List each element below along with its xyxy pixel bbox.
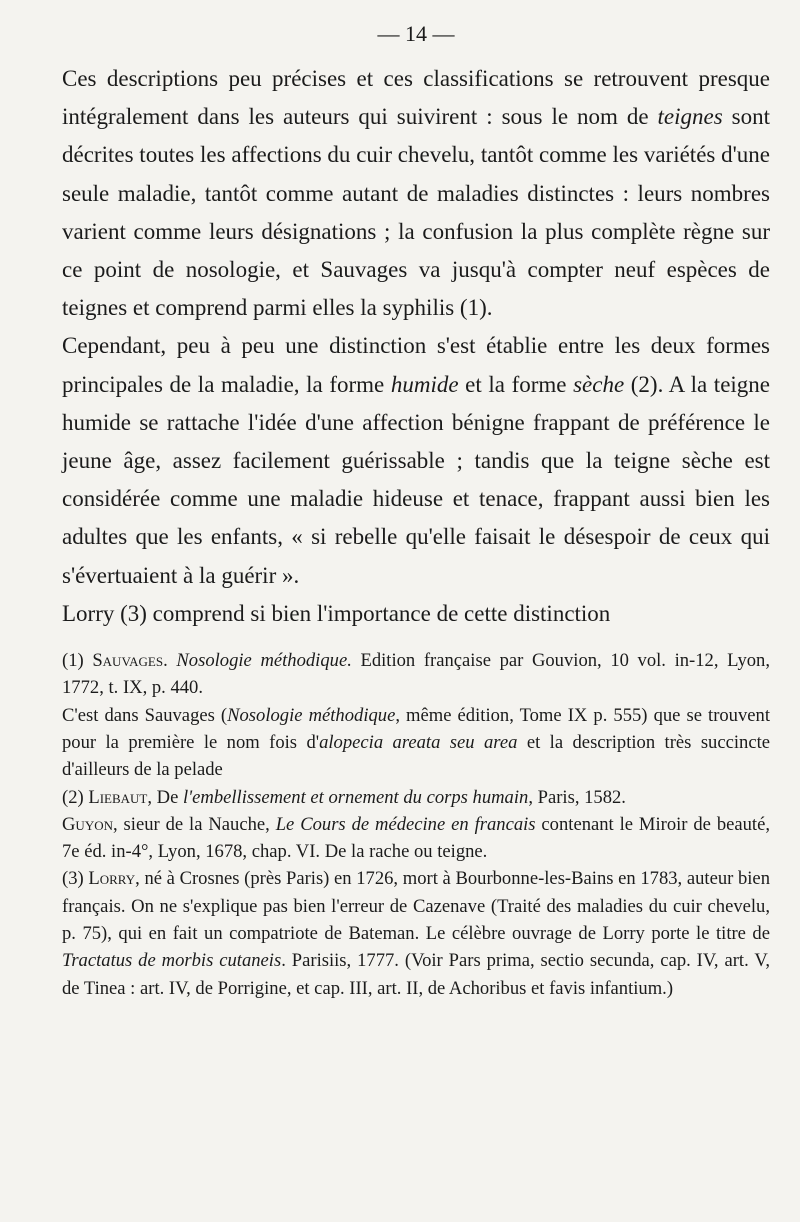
page-number: — 14 — [377,21,455,46]
emphasis-humide: humide [390,371,459,397]
paragraph-1: Ces descriptions peu précises et ces classifications se retrouvent presque intégralement dans les auteurs qui suivirent : sous le nom de teignes sont décrites toutes les affections du cuir chevelu, tantôt comme les variétés d'une seule maladie, tantôt comme autant de maladies distinctes : leurs nombres varient comme leurs désignations ; la confusion la plus complète règne sur ce point de nosologie, et Sauvages va jusqu'à compter neuf espèces de teignes et comprend parmi elles la syphilis (1). [62,66,771,321]
paragraph-3: Lorry (3) comprend si bien l'importance de cette distinction [62,600,611,626]
document-page [62,18,770,1002]
footnote-2-continued: Guyon, sieur de la Nauche, Le Cours de médecine en francais contenant le Miroir de beauté, 7e éd. in-4°, Lyon, 1678, chap. VI. De la rache ou teigne. [62,813,770,863]
footnote-2: (2) Liebaut, De l'embellissement et ornement du corps humain, Paris, 1582. [62,786,626,808]
footnote-author: Guyon, [62,813,118,835]
emphasis-teignes: teignes [657,104,723,130]
footnote-1-continued: C'est dans Sauvages (Nosologie méthodique, même édition, Tome IX p. 555) que se trouvent pour la première le nom fois d'alopecia areata seu area et la description très succincte d'ailleurs de la pelade [62,704,770,781]
footnote-author: Liebaut, [88,786,153,808]
footnote-3: (3) Lorry, né à Crosnes (près Paris) en 1726, mort à Bourbonne-les-Bains en 1783, auteur bien français. On ne s'explique pas bien l'erreur de Cazenave (Traité des maladies du cuir chevelu, p. 75), qui en fait un compatriote de Bateman. Le célèbre ouvrage de Lorry porte le titre de Tractatus de morbis cutaneis. Parisiis, 1777. (Voir Pars prima, sectio secunda, cap. IV, art. V, de Tinea : art. IV, de Porrigine, et cap. III, art. II, de Achoribus et favis infantium.) [62,868,771,999]
body-text [62,60,770,633]
footnotes [62,647,770,1002]
paragraph-2: Cependant, peu à peu une distinction s'est établie entre les deux formes principales de la maladie, la forme humide et la forme sèche (2). A la teigne humide se rattache l'idée d'une affection bénigne frappant de préférence le jeune âge, assez facilement guérissable ; tandis que la teigne sèche est considérée comme une maladie hideuse et tenace, frappant aussi bien les adultes que les enfants, « si rebelle qu'elle faisait le désespoir de ceux qui s'évertuaient à la guérir ». [62,333,770,588]
emphasis-seche: sèche [573,371,625,397]
footnote-author: Sauvages. [92,650,168,672]
footnote-author: Lorry, [88,868,140,890]
footnote-1: (1) Sauvages. Nosologie méthodique. Edition française par Gouvion, 10 vol. in-12, Lyon, 1772, t. IX, p. 440. [62,650,770,699]
